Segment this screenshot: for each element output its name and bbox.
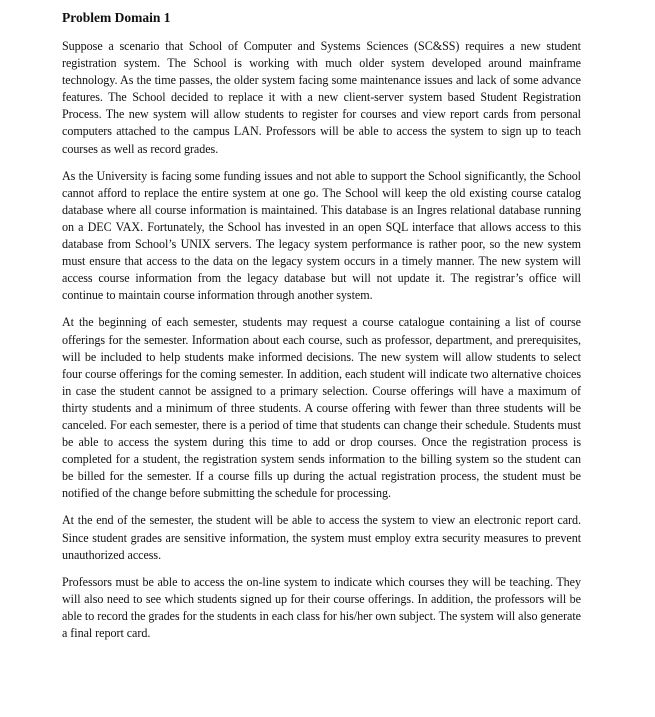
paragraph-professors: Professors must be able to access the on-line system to indicate which courses they will be teaching. They will also need to see which students signed up for their course offerings. In addition, the professors will be able to record the grades for the students in each class for his/her own subject. The system will also generate a final report card. [62,574,581,640]
paragraph-report-card: At the end of the semester, the student will be able to access the system to view an electronic report card. Since student grades are sensitive information, the system must employ extra security measures to prevent unauthorized access. [62,513,581,562]
paragraph-intro: Suppose a scenario that School of Computer and Systems Sciences (SC&SS) requires a new student registration system. The School is working with much older system developed around mainframe technology. As the time passes, the older system facing some maintenance issues and lack of some advance features. The School decided to replace it with a new client-server system based Student Registration Process. The new system will allow students to register for courses and view report cards from personal computers attached to the campus LAN. Professors will be able to access the system to sign up to teach courses as well as record grades. [62,39,581,156]
paragraph-legacy-system: As the University is facing some funding issues and not able to support the School significantly, the School cannot afford to replace the entire system at one go. The School will keep the old existing course catalog database where all course information is maintained. This database is an Ingres relational database running on a DEC VAX. Fortunately, the School has invested in an open SQL interface that allows access to this database from School’s UNIX servers. The legacy system performance is rather poor, so the new system must ensure that access to the data on the legacy system occurs in a timely manner. The new system will access course information from the legacy database but will not update it. The registrar’s office will continue to maintain course information through another system. [62,168,581,303]
paragraph-registration: At the beginning of each semester, students may request a course catalogue containing a list of course offerings for the semester. Information about each course, such as professor, department, and prerequisites, will be included to help students make informed decisions. The new system will allow students to select four course offerings for the coming semester. In addition, each student will indicate two alternative choices in case the student cannot be assigned to a primary selection. Course offerings will have a maximum of thirty students and a minimum of three students. A course offering with fewer than three students will be canceled. For each semester, there is a period of time that students can change their schedule. Students must be able to access the system during this time to add or drop courses. Once the registration process is completed for a student, the registration system sends information to the billing system so the student can be billed for the semester. If a course fills up during the actual registration process, the student must be notified of the change before submitting the schedule for processing. [62,315,581,501]
document-title: Problem Domain 1 [62,10,171,25]
